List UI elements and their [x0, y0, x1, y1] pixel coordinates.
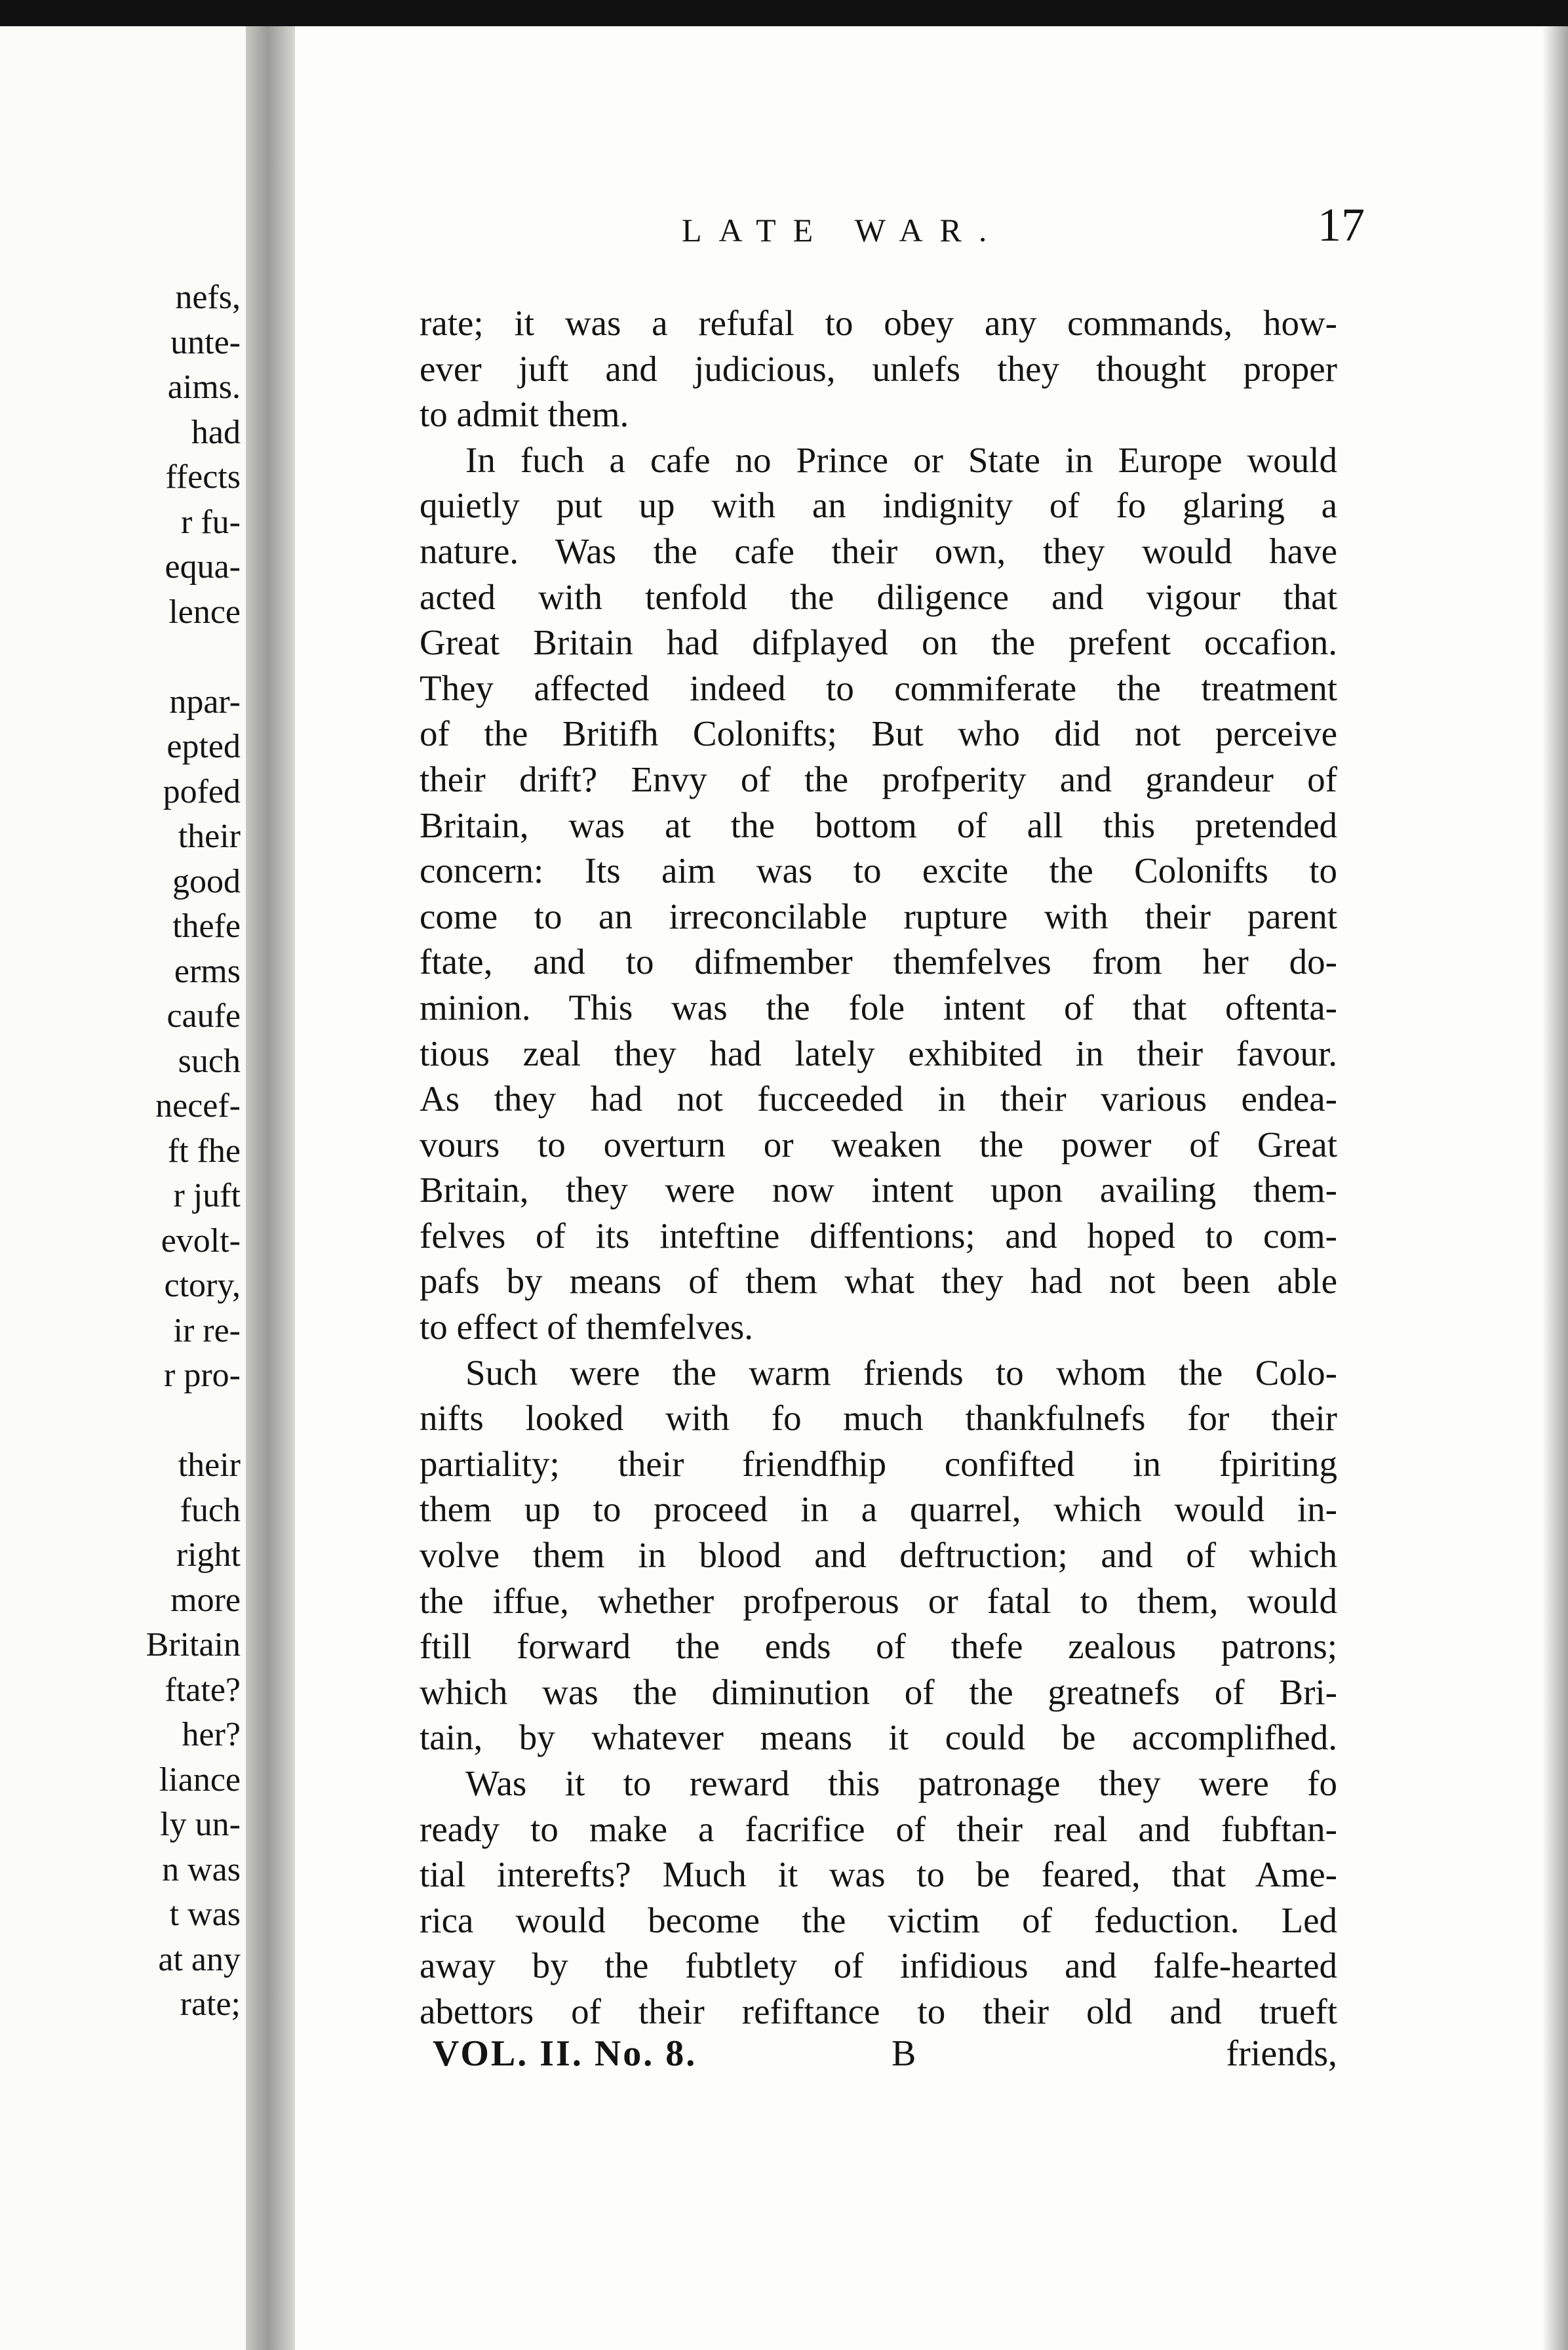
left-page-line: necef-	[155, 1087, 241, 1125]
left-page-line: more	[170, 1581, 241, 1619]
left-page-line: thefe	[172, 907, 241, 945]
text-line: their drift? Envy of the profperity and grandeur of	[420, 759, 1337, 799]
gutter-shadow	[246, 26, 295, 2350]
left-page-line: r juft	[173, 1177, 241, 1214]
left-page-line: caufe	[167, 997, 241, 1035]
left-page-line: erms	[174, 952, 241, 990]
text-line: felves of its inteftine diffentions; and hoped to com-	[420, 1215, 1337, 1256]
left-page-line: ir re-	[173, 1311, 241, 1349]
text-line: away by the fubtlety of infidious and falfe-hearted	[420, 1945, 1337, 1986]
left-page-line: ffects	[165, 458, 241, 496]
left-page-line: at any	[158, 1940, 241, 1978]
left-page-line: fuch	[180, 1491, 241, 1529]
text-line: Britain, was at the bottom of all this pretended	[420, 805, 1337, 845]
left-page-line	[70, 1399, 241, 1444]
right-page	[295, 26, 1568, 2350]
left-page-text-column	[70, 275, 241, 2027]
left-page-line: liance	[159, 1761, 241, 1799]
left-page-line: good	[172, 862, 241, 900]
text-line: tain, by whatever means it could be accomplifhed.	[420, 1717, 1337, 1758]
text-line: nature. Was the cafe their own, they would have	[420, 530, 1337, 571]
left-page-line: ftate?	[165, 1671, 241, 1709]
text-line: abettors of their refiftance to their old and trueft	[420, 1991, 1337, 2031]
text-line: acted with tenfold the diligence and vigour that	[420, 576, 1337, 617]
left-page-line: npar-	[169, 683, 241, 721]
left-page-line: ly un-	[160, 1806, 241, 1843]
left-page-line: their	[178, 818, 241, 855]
running-head: LATE WAR.	[682, 212, 1004, 249]
left-page-line: right	[176, 1536, 241, 1574]
left-page-line: her?	[182, 1716, 241, 1753]
left-page-line: rate;	[180, 1985, 241, 2023]
page-number: 17	[1318, 199, 1365, 251]
left-page	[0, 26, 246, 2350]
left-page-line: such	[178, 1042, 241, 1080]
text-line: tious zeal they had lately exhibited in their favour.	[420, 1033, 1337, 1073]
text-line: ftill forward the ends of thefe zealous patrons;	[420, 1626, 1337, 1667]
text-line: come to an irreconcilable rupture with their parent	[420, 896, 1337, 936]
text-line: the iffue, whether profperous or fatal to them, would	[420, 1580, 1337, 1621]
left-page-line: Britain	[146, 1626, 241, 1663]
text-line: of the Britifh Colonifts; But who did not perceive	[420, 713, 1337, 754]
text-line: rica would become the victim of feduction. Led	[420, 1900, 1337, 1940]
text-line: tial interefts? Much it was to be feared, that Ame-	[420, 1854, 1337, 1895]
left-page-line: aims.	[167, 368, 241, 406]
left-page-line: ctory,	[164, 1267, 241, 1304]
left-page-line: r pro-	[164, 1357, 241, 1394]
left-page-line: their	[178, 1446, 241, 1484]
left-page-line: pofed	[163, 772, 241, 810]
left-page-line: epted	[167, 728, 241, 765]
text-line: ever juft and judicious, unlefs they thought proper	[420, 348, 1337, 389]
volume-number: VOL. II. No. 8.	[433, 2033, 697, 2074]
left-page-line	[70, 635, 241, 680]
catchword: friends,	[1226, 2033, 1337, 2074]
text-line: rate; it was a refufal to obey any commands, how-	[420, 303, 1337, 343]
left-page-line: unte-	[170, 323, 241, 361]
left-page-line: lence	[168, 593, 241, 631]
left-page-line: t was	[169, 1896, 241, 1933]
text-line: volve them in blood and deftruction; and of which	[420, 1535, 1337, 1576]
signature-line	[433, 2033, 1337, 2085]
page-edge-shadow	[1542, 26, 1568, 2350]
text-line: Britain, they were now intent upon availing them-	[420, 1170, 1337, 1210]
text-line: Was it to reward this patronage they were fo	[465, 1763, 1337, 1803]
left-page-line: had	[191, 413, 241, 451]
text-line: them up to proceed in a quarrel, which would in-	[420, 1489, 1337, 1530]
text-line: which was the diminution of the greatnefs of Bri-	[420, 1671, 1337, 1712]
text-line: Such were the warm friends to whom the Colo-	[465, 1352, 1337, 1393]
text-line: nifts looked with fo much thankfulnefs for their	[420, 1398, 1337, 1439]
text-line: As they had not fucceeded in their various endea-	[420, 1079, 1337, 1119]
text-line: They affected indeed to commiferate the treatment	[420, 667, 1337, 708]
text-line: Great Britain had difplayed on the prefent occafion.	[420, 622, 1337, 663]
left-page-line: r fu-	[181, 503, 241, 541]
text-line: minion. This was the fole intent of that oftenta-	[420, 987, 1337, 1027]
text-line: to admit them.	[420, 394, 629, 435]
left-page-line: evolt-	[161, 1222, 241, 1260]
text-line: to effect of themfelves.	[420, 1307, 754, 1347]
text-line: In fuch a cafe no Prince or State in Europe would	[465, 439, 1337, 480]
left-page-line: n was	[162, 1850, 241, 1888]
text-line: pafs by means of them what they had not been able	[420, 1261, 1337, 1302]
signature-mark: B	[892, 2033, 916, 2074]
text-line: vours to overturn or weaken the power of Great	[420, 1124, 1337, 1165]
text-line: partiality; their friendfhip confifted in fpiriting	[420, 1443, 1337, 1484]
body-text	[420, 300, 1337, 2035]
left-page-line: equa-	[165, 548, 241, 586]
left-page-line: ft fhe	[167, 1132, 241, 1170]
text-line: ftate, and to difmember themfelves from her do-	[420, 942, 1337, 982]
left-page-line: nefs,	[175, 279, 241, 316]
text-line: quietly put up with an indignity of fo glaring a	[420, 485, 1337, 526]
text-line: concern: Its aim was to excite the Colonifts to	[420, 850, 1337, 891]
text-line: ready to make a facrifice of their real and fubftan-	[420, 1808, 1337, 1849]
